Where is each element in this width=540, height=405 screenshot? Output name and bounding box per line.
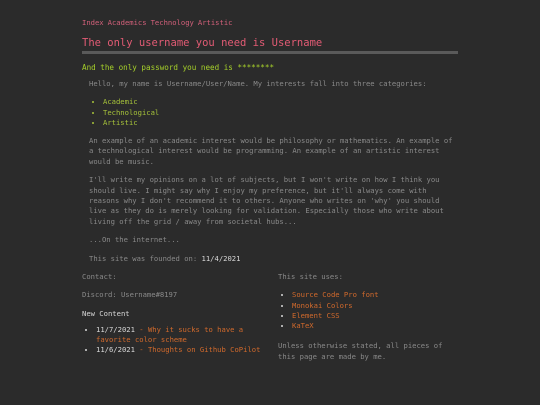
page-subtitle: And the only password you need is ******** xyxy=(82,63,275,72)
interests-list xyxy=(89,97,458,128)
contact-label: Contact: xyxy=(82,272,117,282)
nav-academics-link[interactable]: Academics xyxy=(107,18,147,27)
post-link-favorite-color[interactable]: Why it sucks to have a favorite color scheme xyxy=(96,324,244,345)
post-date: 11/7/2021 xyxy=(96,324,135,334)
footer-left xyxy=(82,272,278,362)
new-content-list xyxy=(82,325,278,356)
list-item xyxy=(96,325,278,345)
nav-technology-link[interactable]: Technology xyxy=(150,18,194,27)
founded-label: This site was founded on: xyxy=(89,253,198,263)
uses-link-katex[interactable]: KaTeX xyxy=(292,321,314,331)
list-item xyxy=(103,97,458,107)
uses-link-font[interactable]: Source Code Pro font xyxy=(292,290,379,300)
site-uses-heading: This site uses: xyxy=(278,272,343,282)
founded-line xyxy=(89,254,458,264)
site-uses-list xyxy=(278,290,458,331)
footer-right xyxy=(278,272,458,362)
main-content xyxy=(82,79,458,264)
list-item xyxy=(292,290,458,300)
top-nav xyxy=(82,18,458,27)
post-date: 11/6/2021 xyxy=(96,345,135,355)
list-item xyxy=(103,108,458,118)
new-content-heading: New Content xyxy=(82,308,130,318)
uses-link-css[interactable]: Element CSS xyxy=(292,310,340,320)
nav-index-link[interactable]: Index xyxy=(82,18,104,27)
interest-artistic: Artistic xyxy=(103,117,138,127)
list-item xyxy=(103,118,458,128)
post-separator: - xyxy=(134,324,148,334)
interest-academic: Academic xyxy=(103,97,138,107)
list-item xyxy=(292,301,458,311)
post-link-copilot[interactable]: Thoughts on Github CoPilot xyxy=(147,345,261,355)
opinions-paragraph: I'll write my opinions on a lot of subjects, but I won't write on how I think you should live. I might say why I enjoy my preference, but it'll always come with reasons why I don't recommend it to others. Anyone who writes on 'why' you should live as they do is merely looking for validation. Especially those who write about living off the grid / away from societal hubs... xyxy=(89,175,444,226)
post-separator: - xyxy=(134,345,148,355)
nav-artistic-link[interactable]: Artistic xyxy=(197,18,233,27)
main-container xyxy=(82,14,458,362)
page-title: The only username you need is Username xyxy=(82,37,458,54)
discord-contact: Discord: Username#8197 xyxy=(82,290,178,300)
interest-technological: Technological xyxy=(103,107,160,117)
examples-paragraph: An example of an academic interest would be philosophy or mathematics. An example of a technological interest would be programming. An example of an artistic interest would be music. xyxy=(89,136,453,166)
founded-date: 11/4/2021 xyxy=(201,253,241,263)
uses-link-colors[interactable]: Monokai Colors xyxy=(292,300,353,310)
footer-columns xyxy=(82,272,458,362)
intro-text: Hello, my name is Username/User/Name. My interests fall into three categories: xyxy=(89,79,427,88)
list-item xyxy=(96,345,278,355)
disclaimer-text: Unless otherwise stated, all pieces of this page are made by me. xyxy=(278,341,443,361)
internet-paragraph: ...On the internet... xyxy=(89,235,180,245)
list-item xyxy=(292,321,458,331)
list-item xyxy=(292,311,458,321)
